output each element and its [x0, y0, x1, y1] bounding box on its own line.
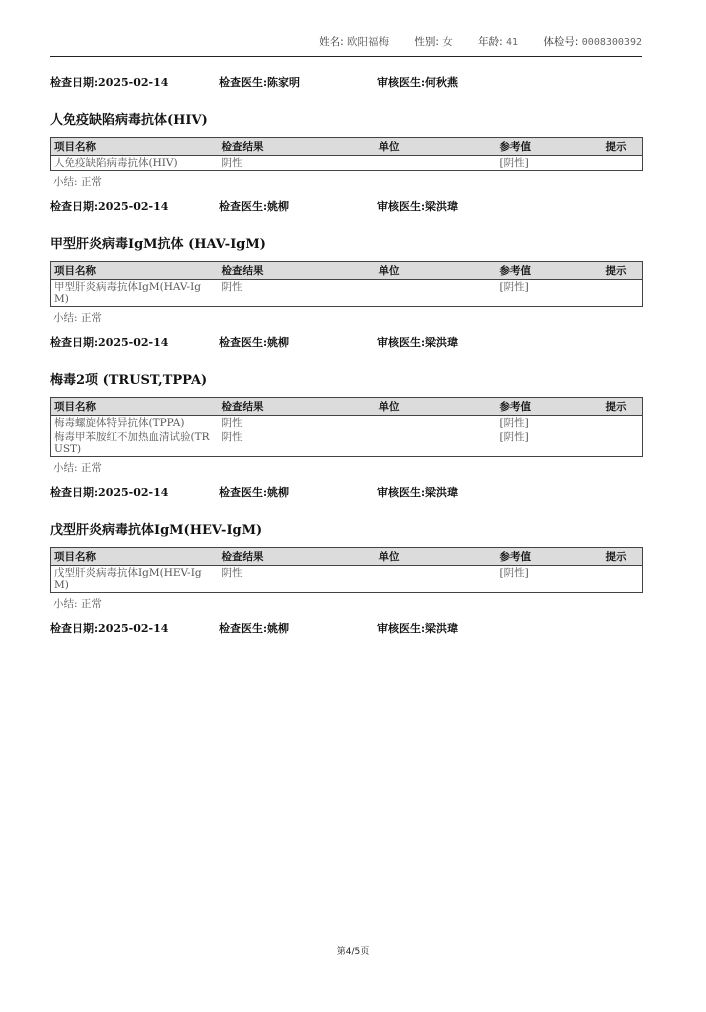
- column-header: 参考值: [497, 398, 603, 416]
- column-header: 项目名称: [51, 262, 219, 280]
- column-header: 参考值: [497, 262, 603, 280]
- exam-section: [50, 112, 643, 214]
- column-header: 单位: [376, 548, 497, 566]
- cell-name: 梅毒螺旋体特异抗体(TPPA): [54, 417, 185, 429]
- patient-age: 年龄: 41: [478, 36, 519, 48]
- exam-section: [50, 372, 643, 500]
- exam-doctor: 检查医生:姚柳: [219, 486, 290, 499]
- exam-doctor: 检查医生:姚柳: [219, 336, 290, 349]
- exam-meta: [50, 620, 643, 636]
- column-header: 检查结果: [219, 398, 376, 416]
- sections-container: [50, 112, 643, 636]
- review-doctor: 审核医生:梁洪瑋: [377, 622, 459, 635]
- table-row: [51, 156, 643, 171]
- page-number: 第4/5页: [336, 947, 370, 957]
- section-title: 人免疫缺陷病毒抗体(HIV): [50, 113, 208, 128]
- cell-ref: [阴性]: [499, 281, 529, 293]
- column-header: 项目名称: [51, 548, 219, 566]
- section-summary: 小结: 正常: [53, 598, 102, 610]
- cell-unit: [376, 416, 497, 431]
- cell-unit: [376, 566, 497, 593]
- exam-number: 体检号: 0008300392: [543, 36, 642, 48]
- table-row: [51, 416, 643, 431]
- exam-date: 检查日期:2025-02-14: [50, 486, 169, 499]
- section-summary: 小结: 正常: [53, 176, 102, 188]
- cell-unit: [376, 430, 497, 457]
- patient-header: [50, 34, 642, 57]
- review-doctor: 审核医生:梁洪瑋: [377, 486, 459, 499]
- exam-meta: [50, 198, 643, 214]
- table-row: [51, 430, 643, 457]
- exam-doctor: 检查医生:姚柳: [219, 622, 290, 635]
- section-title: 戊型肝炎病毒抗体IgM(HEV-IgM): [50, 523, 263, 538]
- cell-hint: [603, 430, 643, 457]
- table-row: [51, 566, 643, 593]
- cell-result: 阴性: [221, 417, 243, 429]
- cell-result: 阴性: [221, 431, 243, 443]
- cell-name: 甲型肝炎病毒抗体IgM(HAV-IgM): [54, 281, 201, 305]
- column-header: 单位: [376, 138, 497, 156]
- exam-meta: [50, 484, 643, 500]
- exam-section: [50, 236, 643, 350]
- exam-doctor: 检查医生:陈家明: [219, 76, 301, 89]
- cell-hint: [603, 156, 643, 171]
- column-header: 单位: [376, 398, 497, 416]
- table-row: [51, 280, 643, 307]
- column-header: 检查结果: [219, 138, 376, 156]
- section-summary: 小结: 正常: [53, 312, 102, 324]
- cell-hint: [603, 566, 643, 593]
- exam-doctor: 检查医生:姚柳: [219, 200, 290, 213]
- review-doctor: 审核医生:梁洪瑋: [377, 200, 459, 213]
- column-header: 提示: [603, 262, 643, 280]
- patient-gender: 性别: 女: [414, 36, 453, 48]
- results-table: [50, 547, 643, 593]
- patient-name: 姓名: 欧阳福梅: [319, 36, 390, 48]
- cell-hint: [603, 416, 643, 431]
- column-header: 单位: [376, 262, 497, 280]
- exam-date: 检查日期:2025-02-14: [50, 622, 169, 635]
- section-title: 梅毒2项 (TRUST,TPPA): [50, 373, 208, 388]
- column-header: 参考值: [497, 548, 603, 566]
- cell-result: 阴性: [221, 157, 243, 169]
- cell-result: 阴性: [221, 281, 243, 293]
- table-header-row: [51, 262, 643, 280]
- cell-ref: [阴性]: [499, 157, 529, 169]
- section-title: 甲型肝炎病毒IgM抗体 (HAV-IgM): [50, 237, 266, 252]
- cell-name: 戊型肝炎病毒抗体IgM(HEV-IgM): [54, 567, 202, 591]
- table-header-row: [51, 138, 643, 156]
- cell-ref: [阴性]: [499, 417, 529, 429]
- review-doctor: 审核医生:何秋燕: [377, 76, 459, 89]
- cell-name: 梅毒甲苯胺红不加热血清试验(TRUST): [54, 431, 210, 455]
- column-header: 项目名称: [51, 138, 219, 156]
- cell-unit: [376, 280, 497, 307]
- cell-name: 人免疫缺陷病毒抗体(HIV): [54, 157, 178, 169]
- cell-result: 阴性: [221, 567, 243, 579]
- exam-meta: [50, 74, 643, 90]
- cell-ref: [阴性]: [499, 431, 529, 443]
- column-header: 项目名称: [51, 398, 219, 416]
- exam-meta: [50, 334, 643, 350]
- cell-hint: [603, 280, 643, 307]
- exam-date: 检查日期:2025-02-14: [50, 200, 169, 213]
- exam-section: [50, 522, 643, 636]
- table-header-row: [51, 398, 643, 416]
- column-header: 参考值: [497, 138, 603, 156]
- exam-date: 检查日期:2025-02-14: [50, 336, 169, 349]
- results-table: [50, 261, 643, 307]
- cell-unit: [376, 156, 497, 171]
- column-header: 提示: [603, 138, 643, 156]
- column-header: 检查结果: [219, 262, 376, 280]
- results-table: [50, 137, 643, 171]
- column-header: 检查结果: [219, 548, 376, 566]
- column-header: 提示: [603, 548, 643, 566]
- cell-ref: [阴性]: [499, 567, 529, 579]
- review-doctor: 审核医生:梁洪瑋: [377, 336, 459, 349]
- table-header-row: [51, 548, 643, 566]
- column-header: 提示: [603, 398, 643, 416]
- results-table: [50, 397, 643, 457]
- section-summary: 小结: 正常: [53, 462, 102, 474]
- report-content: [50, 74, 643, 636]
- exam-date: 检查日期:2025-02-14: [50, 76, 169, 89]
